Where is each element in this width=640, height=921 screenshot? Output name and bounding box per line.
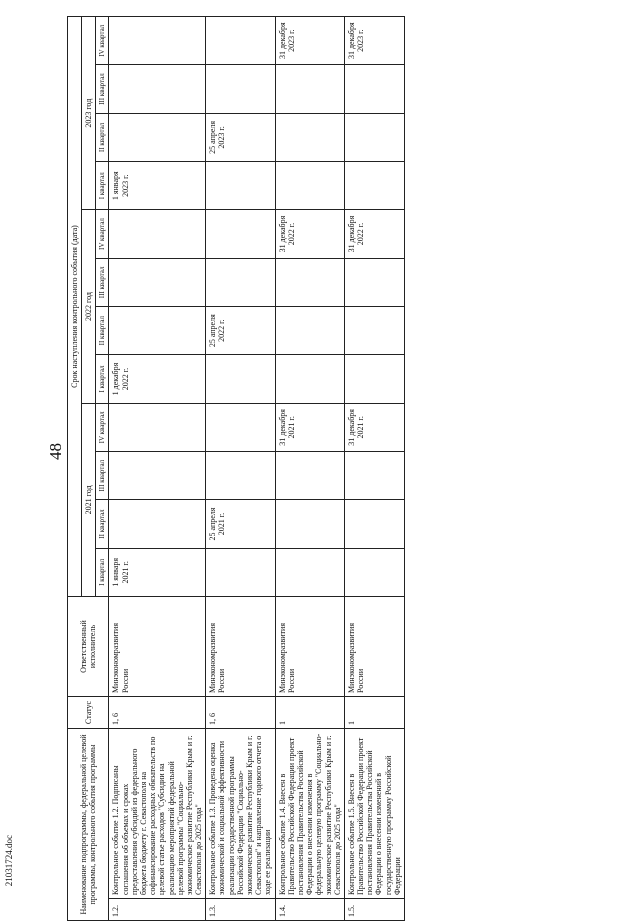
event-date <box>344 548 404 596</box>
event-date <box>344 162 404 210</box>
header-quarter: III квартал <box>96 65 109 113</box>
header-quarter: IV квартал <box>96 403 109 451</box>
event-date <box>344 65 404 113</box>
header-quarter: IV квартал <box>96 17 109 65</box>
event-date <box>109 452 206 500</box>
event-name: Контрольное событие 1.4. Внесен в Правительство Российской Федерации проект постановления Правительства Российской Федерации о внесении изменения в федеральную целевую программу "Социально-экономическое развитие Республики Крым и г. Севастополя до 2025 года" <box>275 729 344 899</box>
event-date <box>344 307 404 355</box>
event-date <box>275 162 344 210</box>
header-executor: Ответственный исполнитель <box>68 597 109 697</box>
event-name: Контрольное событие 1.3. Проведена оценка экономической и социальной эффективности реализации государственной программы Российской Федерации "Социально-экономическое развитие Республики Крым и г. Севастополя" и направление годового отчета о ходе ее реализации <box>206 729 275 899</box>
header-name: Наименование подпрограммы, федеральной целевой программы, контрольного события программы <box>68 729 109 921</box>
row-number: 1.2. <box>109 899 206 921</box>
event-executor: Минэкономразвития России <box>206 597 275 697</box>
event-date: 31 декабря 2022 г. <box>275 210 344 258</box>
event-date: 1 января 2021 г. <box>109 548 206 596</box>
event-status: 1 <box>275 697 344 729</box>
event-executor: Минэкономразвития России <box>109 597 206 697</box>
header-quarter: I квартал <box>96 548 109 596</box>
event-status: 1, 6 <box>109 697 206 729</box>
event-date <box>206 162 275 210</box>
event-date <box>206 210 275 258</box>
event-date <box>109 65 206 113</box>
footer-filename: 21031724.doc <box>4 835 14 887</box>
event-date <box>344 452 404 500</box>
event-date <box>344 355 404 403</box>
event-date: 31 декабря 2022 г. <box>344 210 404 258</box>
event-date <box>206 548 275 596</box>
event-status: 1, 6 <box>206 697 275 729</box>
table-row <box>206 17 275 921</box>
header-quarter: II квартал <box>96 113 109 161</box>
event-date <box>109 307 206 355</box>
header-quarter: IV квартал <box>96 210 109 258</box>
row-number: 1.4. <box>275 899 344 921</box>
event-date: 31 декабря 2023 г. <box>344 17 404 65</box>
event-date <box>275 113 344 161</box>
event-date <box>206 452 275 500</box>
row-number: 1.5. <box>344 899 404 921</box>
event-date <box>206 355 275 403</box>
event-date <box>109 500 206 548</box>
event-date: 31 декабря 2023 г. <box>275 17 344 65</box>
event-date <box>275 548 344 596</box>
event-date <box>109 258 206 306</box>
header-year-2021: 2021 год <box>82 403 96 596</box>
header-year-2023: 2023 год <box>82 17 96 210</box>
event-date <box>275 355 344 403</box>
event-date <box>206 403 275 451</box>
event-date <box>275 500 344 548</box>
header-quarter: I квартал <box>96 162 109 210</box>
table-row <box>109 17 206 921</box>
event-date <box>344 500 404 548</box>
event-executor: Минэкономразвития России <box>344 597 404 697</box>
event-date <box>109 210 206 258</box>
event-date <box>344 258 404 306</box>
event-date <box>344 113 404 161</box>
event-date: 25 апреля 2023 г. <box>206 113 275 161</box>
schedule-table-sheet <box>67 16 612 921</box>
event-date <box>206 65 275 113</box>
event-date: 31 декабря 2021 г. <box>275 403 344 451</box>
event-name: Контрольное событие 1.5. Внесен в Правительство Российской Федерации проект постановления Правительства Российской Федерации о внесении изменений в государственную программу Российской Федерации <box>344 729 404 899</box>
event-date: 25 апреля 2021 г. <box>206 500 275 548</box>
page-number: 48 <box>46 443 65 460</box>
header-quarter: I квартал <box>96 355 109 403</box>
event-date <box>275 452 344 500</box>
event-date: 31 декабря 2021 г. <box>344 403 404 451</box>
event-date <box>109 403 206 451</box>
header-year-2022: 2022 год <box>82 210 96 403</box>
header-quarter: II квартал <box>96 307 109 355</box>
event-date <box>275 65 344 113</box>
event-date <box>206 258 275 306</box>
table-row <box>344 17 404 921</box>
event-date: 25 апреля 2022 г. <box>206 307 275 355</box>
event-date <box>206 17 275 65</box>
event-executor: Минэкономразвития России <box>275 597 344 697</box>
header-deadline: Срок наступления контрольного события (дата) <box>68 17 82 597</box>
table-row <box>275 17 344 921</box>
header-status: Статус <box>68 697 109 729</box>
event-date <box>109 17 206 65</box>
event-date <box>275 258 344 306</box>
event-date: 1 января 2023 г. <box>109 162 206 210</box>
event-date <box>109 113 206 161</box>
event-status: 1 <box>344 697 404 729</box>
event-date <box>275 307 344 355</box>
header-quarter: III квартал <box>96 452 109 500</box>
header-quarter: III квартал <box>96 258 109 306</box>
event-date: 1 декабря 2022 г. <box>109 355 206 403</box>
row-number: 1.3. <box>206 899 275 921</box>
event-name: Контрольное событие 1.2. Подписаны соглашения об объемах и сроках предоставления субсидий из федерального бюджета бюджету г. Севастополя на софинансирование расходных обязательств по целевой статье расходов "Субсидии на реализацию мероприятий федеральной целевой программы "Социально-экономическое развитие Республики Крым и г. Севастополя до 2025 года" <box>109 729 206 899</box>
control-events-table <box>67 16 405 921</box>
header-quarter: II квартал <box>96 500 109 548</box>
